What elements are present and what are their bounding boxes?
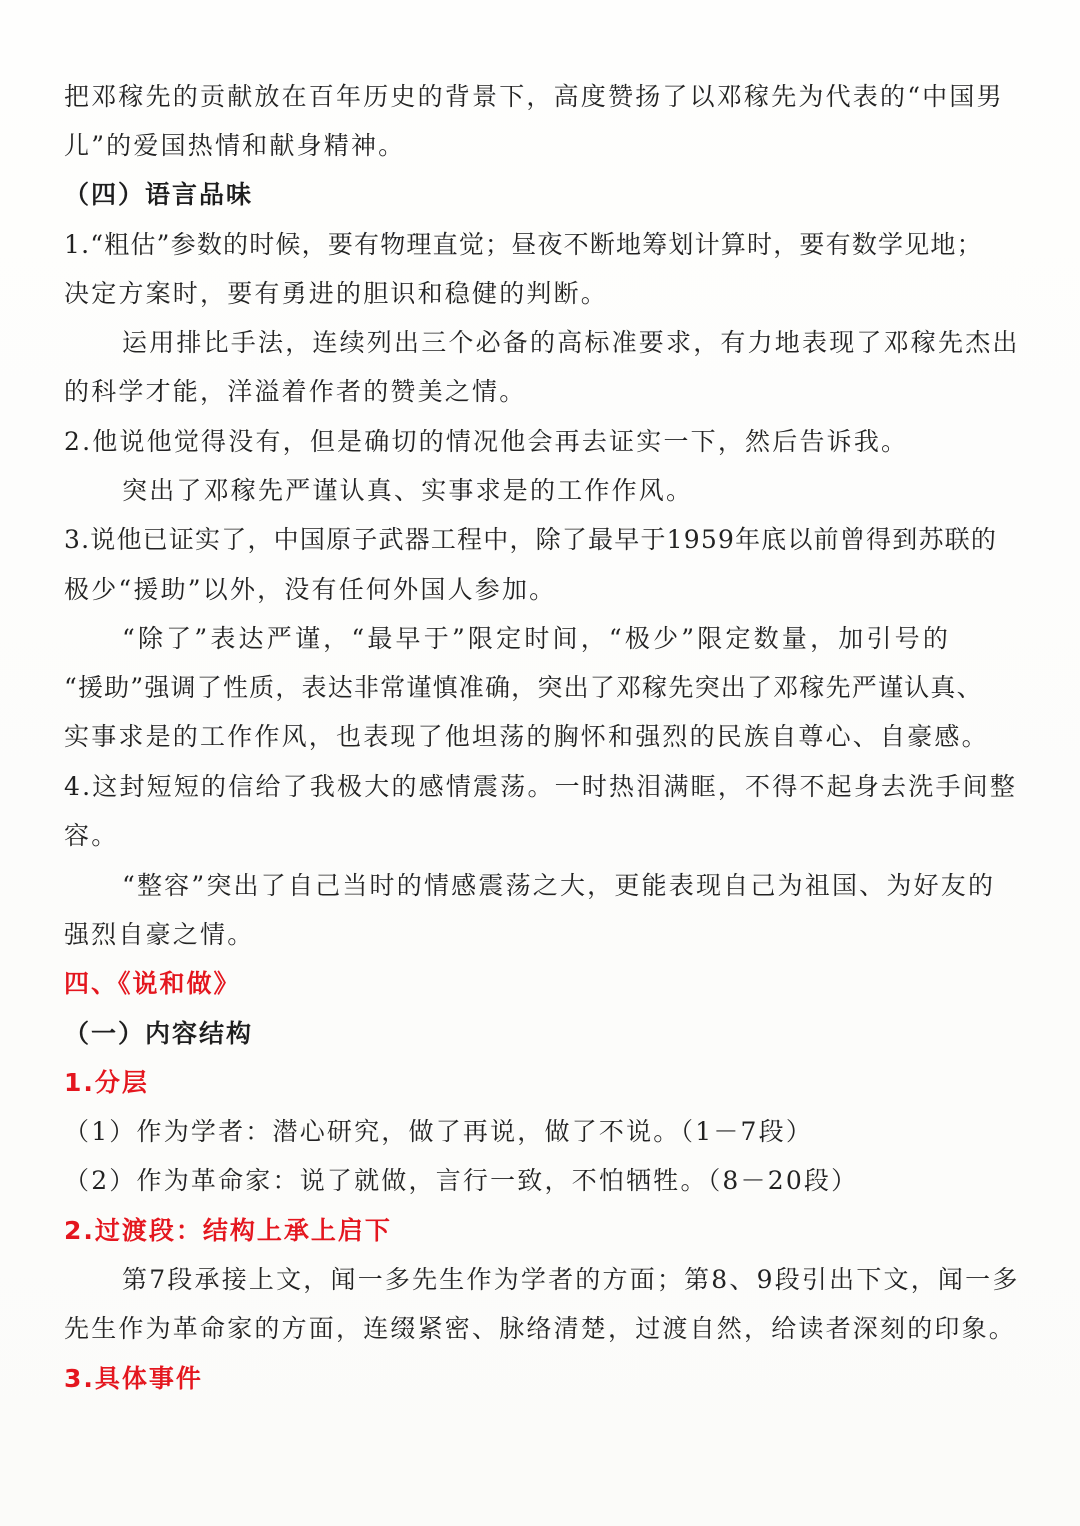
paragraph-line: 3.说他已证实了，中国原子武器工程中，除了最早于1959年底以前曾得到苏联的	[64, 525, 998, 554]
paragraph-line: 第7段承接上文，闻一多先生作为学者的方面；第8、9段引出下文，闻一多	[122, 1265, 1020, 1294]
subheading-layers: 1.分层	[64, 1068, 149, 1097]
paragraph-line: 把邓稼先的贡献放在百年历史的背景下，高度赞扬了以邓稼先为代表的“中国男	[64, 82, 1004, 111]
paragraph-line: 4.这封短短的信给了我极大的感情震荡。一时热泪满眶，不得不起身去洗手间整	[64, 772, 1018, 801]
paragraph-line: 2.他说他觉得没有，但是确切的情况他会再去证实一下，然后告诉我。	[64, 427, 909, 456]
paragraph-line: 强烈自豪之情。	[64, 920, 255, 949]
section-heading-structure: （一）内容结构	[64, 1019, 254, 1048]
paragraph-line: 的科学才能，洋溢着作者的赞美之情。	[64, 377, 527, 406]
subheading-events: 3.具体事件	[64, 1364, 203, 1393]
paragraph-line: “整容”突出了自己当时的情感震荡之大，更能表现自己为祖国、为好友的	[122, 871, 996, 900]
paragraph-line: 1.“粗估”参数的时候，要有物理直觉；昼夜不断地筹划计算时，要有数学见地；	[64, 230, 983, 259]
paragraph-line: “援助”强调了性质，表达非常谨慎准确，突出了邓稼先突出了邓稼先严谨认真、	[64, 673, 983, 702]
paragraph-line: “除了”表达严谨，“最早于”限定时间，“极少”限定数量，加引号的	[122, 624, 952, 653]
paragraph-line: 突出了邓稼先严谨认真、实事求是的工作作风。	[122, 476, 694, 505]
paragraph-line: 运用排比手法，连续列出三个必备的高标准要求，有力地表现了邓稼先杰出	[122, 328, 1020, 357]
paragraph-line: 决定方案时，要有勇进的胆识和稳健的判断。	[64, 279, 609, 308]
paragraph-line: 先生作为革命家的方面，连缀紧密、脉络清楚，过渡自然，给读者深刻的印象。	[64, 1314, 1017, 1343]
paragraph-line: 实事求是的工作作风，也表现了他坦荡的胸怀和强烈的民族自尊心、自豪感。	[64, 722, 989, 751]
list-item: （2）作为革命家：说了就做，言行一致，不怕牺牲。（8－20段）	[64, 1166, 859, 1195]
paragraph-line: 容。	[64, 821, 119, 850]
section-heading-language: （四）语言品味	[64, 180, 254, 209]
chapter-heading-shuo-he-zuo: 四、《说和做》	[64, 969, 241, 998]
paragraph-line: 极少“援助”以外，没有任何外国人参加。	[64, 575, 557, 604]
subheading-transition: 2.过渡段：结构上承上启下	[64, 1216, 392, 1245]
list-item: （1）作为学者：潜心研究，做了再说，做了不说。（1－7段）	[64, 1117, 814, 1146]
paragraph-line: 儿”的爱国热情和献身精神。	[64, 131, 406, 160]
